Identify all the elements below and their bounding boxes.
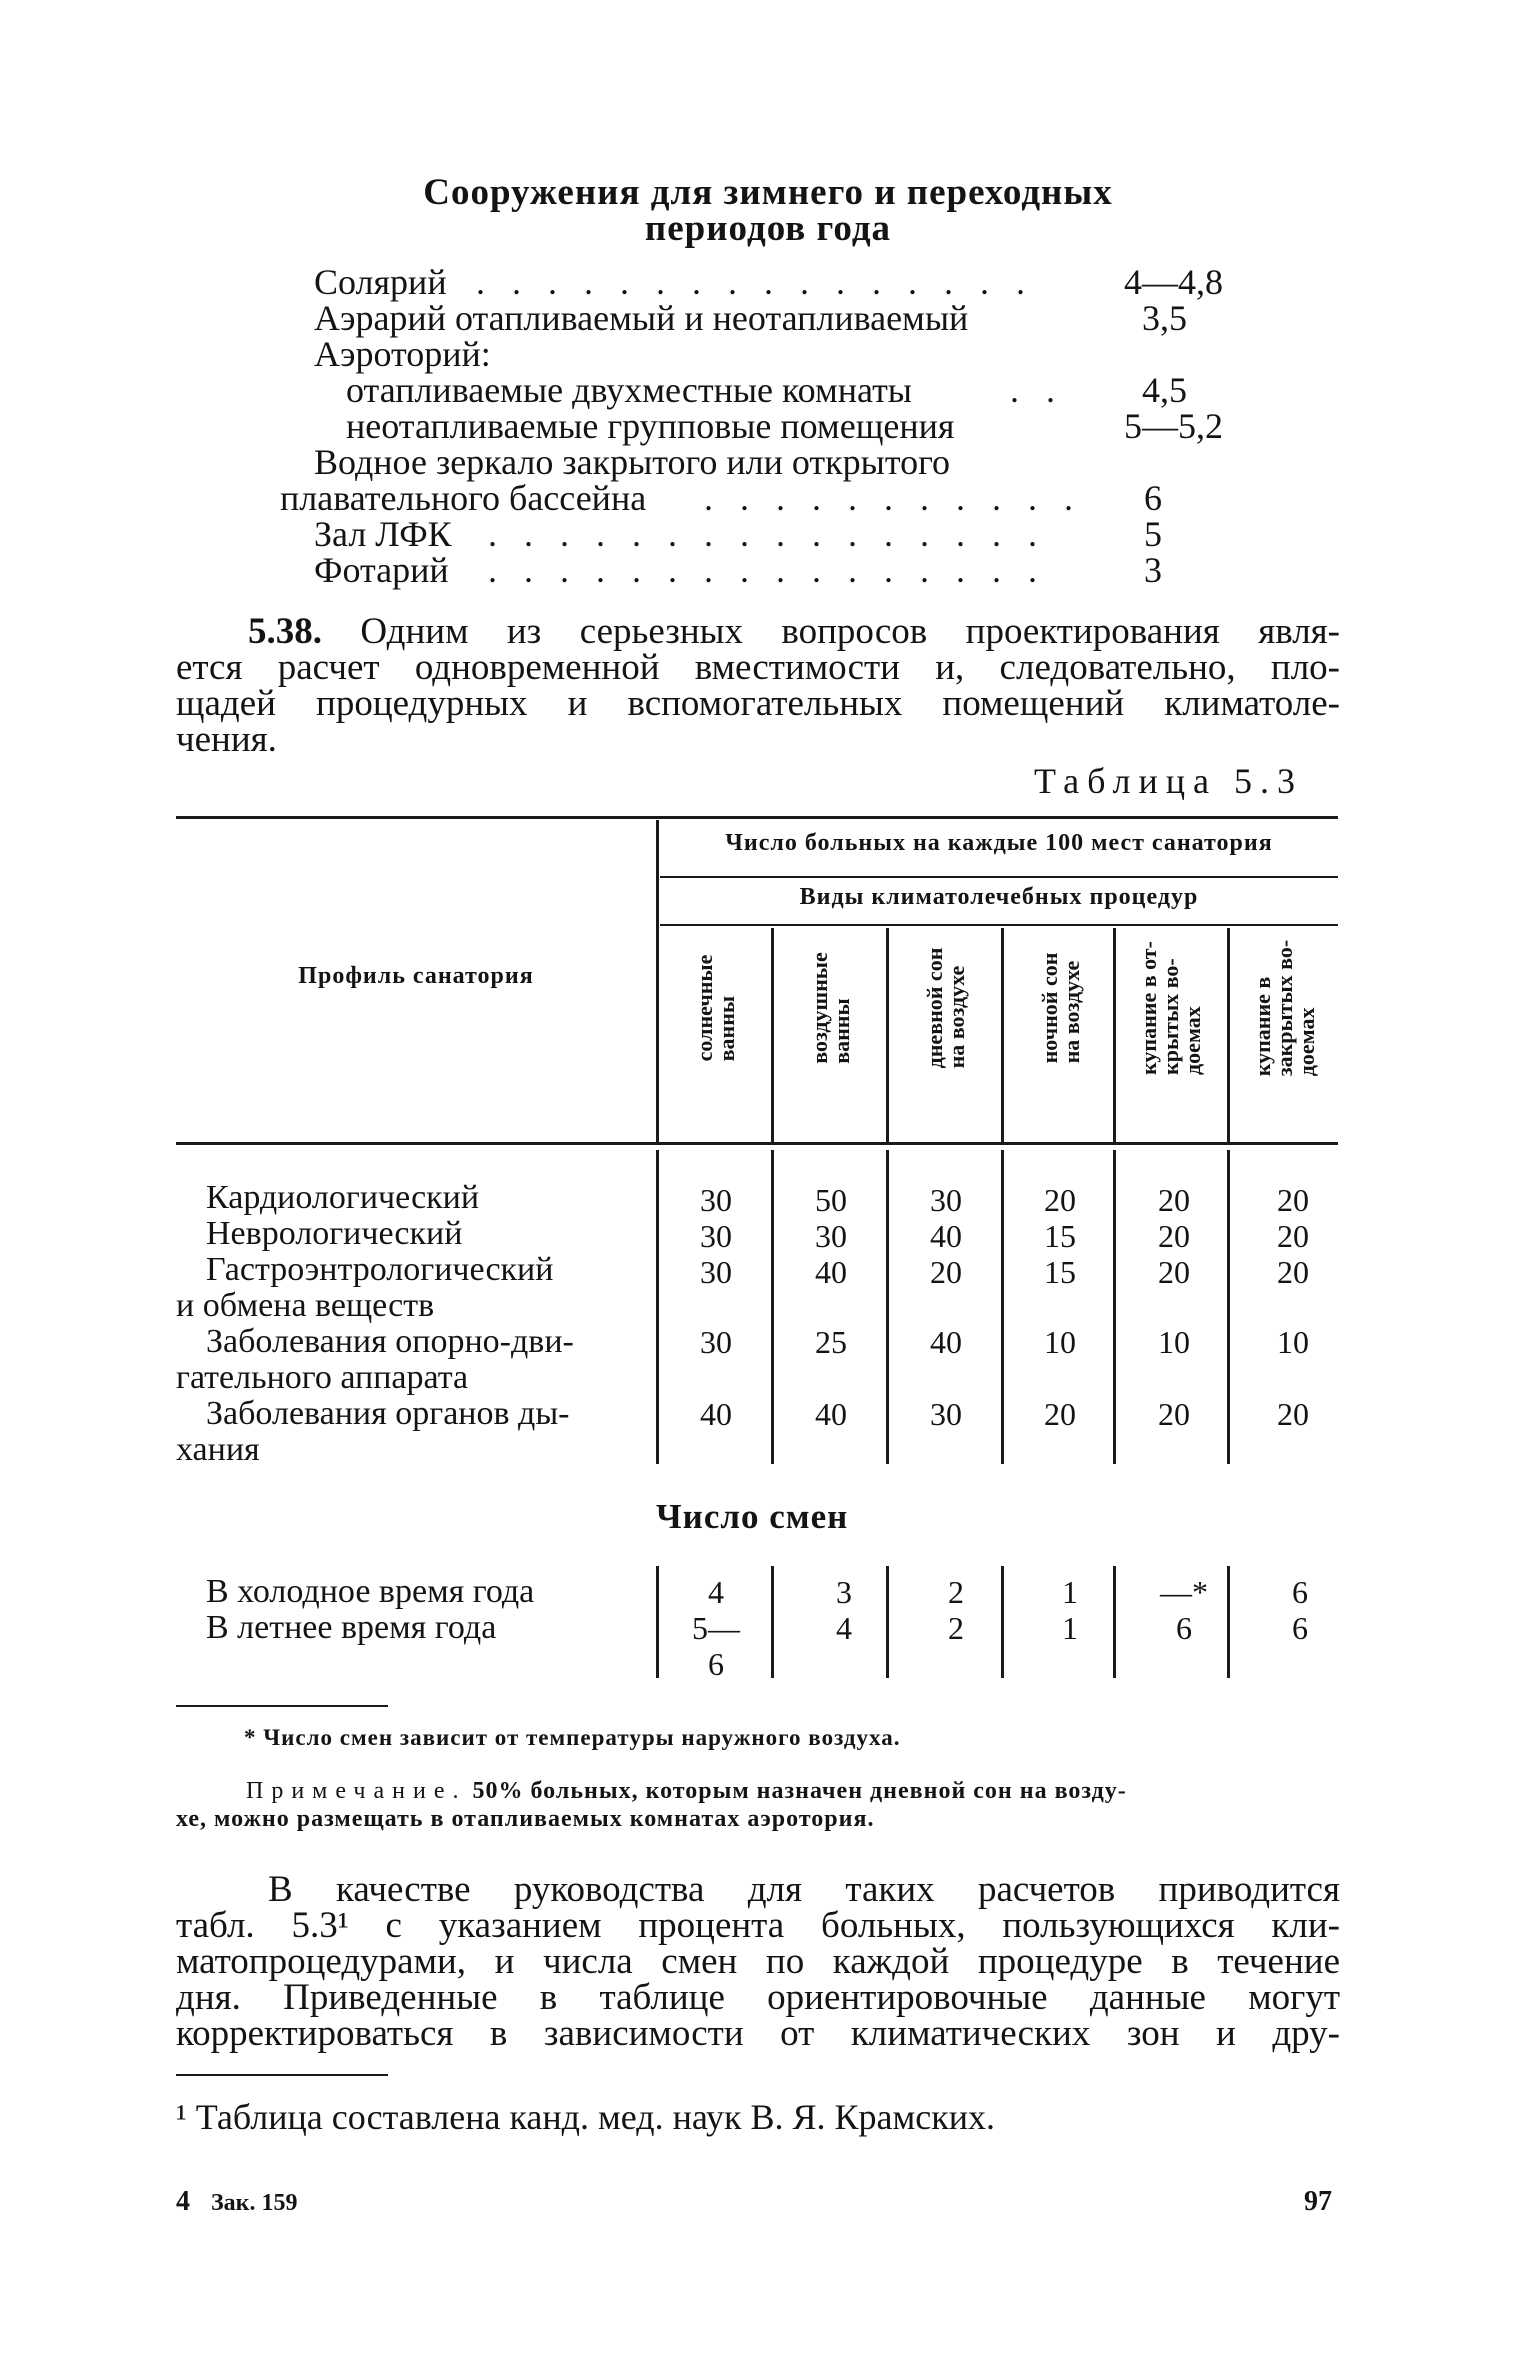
row-profile-name: Кардиологический <box>206 1179 480 1216</box>
star-footnote: * Число смен зависит от температуры наружного воздуха. <box>244 1725 901 1750</box>
row-profile-name-cont: гательного аппарата <box>176 1359 469 1396</box>
facility-label: Водное зеркало закрытого или открытого <box>314 442 950 482</box>
column-header-line: доемах <box>1294 1007 1319 1077</box>
column-header-line: солнечные <box>692 954 717 1062</box>
column-header-line: на воздухе <box>944 965 969 1069</box>
facility-dots: . . . . . . . . . . . <box>704 478 1082 518</box>
column-header <box>1006 934 1116 1082</box>
shift-cell: 6 <box>1292 1574 1308 1610</box>
facility-row <box>0 264 1536 300</box>
header-bottom-rule <box>176 1142 1338 1145</box>
table-cell: 15 <box>1044 1218 1076 1254</box>
facility-row <box>0 480 1536 516</box>
sub-header: Виды климатолечебных процедур <box>799 884 1199 910</box>
column-header-line: доемах <box>1180 1006 1205 1075</box>
table-cell: 20 <box>1044 1182 1076 1218</box>
facility-row <box>0 444 1536 480</box>
column-header <box>1116 934 1226 1082</box>
row-profile-name-cont: и обмена веществ <box>176 1287 435 1324</box>
table-cell: 10 <box>1277 1324 1309 1360</box>
table-cell: 20 <box>1277 1218 1309 1254</box>
table-cell: 50 <box>815 1182 847 1218</box>
facility-value: 5—5,2 <box>1124 406 1223 446</box>
facility-label: отапливаемые двухместные комнаты <box>346 370 912 410</box>
paragraph-5-38 <box>248 611 1341 652</box>
paragraph-line: В качестве руководства для таких расчетов приводится <box>268 1869 1340 1910</box>
table-cell: 30 <box>700 1182 732 1218</box>
table-cell: 20 <box>1158 1218 1190 1254</box>
table-cell: 10 <box>1044 1324 1076 1360</box>
section-title-line-1: Сооружения для зимнего и переходных <box>423 172 1113 213</box>
facility-label: Аэрарий отапливаемый и неотапливаемый <box>314 298 969 338</box>
table-cell: 40 <box>930 1218 962 1254</box>
column-rule <box>771 1150 774 1464</box>
footnote: ¹ Таблица составлена канд. мед. наук В. Я. Крамских. <box>176 2097 996 2137</box>
facility-row <box>0 336 1536 372</box>
facility-label: плавательного бассейна <box>280 478 647 518</box>
column-rule <box>886 928 889 1142</box>
shift-cell: —* <box>1160 1574 1208 1610</box>
column-rule <box>1227 1150 1230 1464</box>
column-header <box>776 934 886 1082</box>
facility-row <box>0 516 1536 552</box>
shift-row-name: В летнее время года <box>206 1609 497 1646</box>
facility-value: 4—4,8 <box>1124 262 1223 302</box>
paragraph-line: корректироваться в зависимости от климатических зон и дру- <box>176 2013 1340 2054</box>
paragraph-5-38-cont <box>176 647 1340 760</box>
column-header-line: купание в <box>1250 976 1275 1077</box>
top-header: Число больных на каждые 100 мест санатория <box>725 830 1273 856</box>
table-cell: 20 <box>1158 1182 1190 1218</box>
facility-dots: . . . . . . . . . . . . . . . . <box>488 514 1046 554</box>
shift-cell: 5—6 <box>692 1610 740 1682</box>
table-cell: 40 <box>815 1254 847 1290</box>
column-rule <box>886 1566 889 1678</box>
note-label: Примечание. <box>246 1778 467 1804</box>
facility-label: Фотарий <box>314 550 449 590</box>
column-header-line: закрытых во- <box>1272 939 1297 1077</box>
facility-value: 4,5 <box>1142 370 1187 410</box>
row-profile-name: Гастроэнтрологический <box>206 1251 554 1288</box>
facility-dots: . . <box>1010 370 1064 410</box>
row-profile-name: Заболевания органов ды- <box>206 1395 570 1432</box>
table-cell: 30 <box>930 1396 962 1432</box>
page-footer-left <box>176 2186 298 2218</box>
column-header-line: купание в от- <box>1136 941 1161 1075</box>
column-rule <box>886 1150 889 1464</box>
column-header-line: воздушные <box>807 952 832 1064</box>
facility-label: Солярий <box>314 262 447 302</box>
column-header-line: на воздухе <box>1059 960 1084 1064</box>
footnote-rule <box>176 2074 388 2076</box>
note-text: 50% больных, которым назначен дневной сон на возду- <box>472 1778 1127 1804</box>
table-cell: 20 <box>1158 1396 1190 1432</box>
shift-cell: 4 <box>836 1610 852 1646</box>
column-rule <box>1227 1566 1230 1678</box>
table-cell: 30 <box>700 1218 732 1254</box>
footnote-rule <box>176 1705 388 1707</box>
note-line-2: хе, можно размещать в отапливаемых комнатах аэротория. <box>176 1806 875 1832</box>
table-cell: 20 <box>1277 1182 1309 1218</box>
facility-value: 5 <box>1144 514 1162 554</box>
table-cell: 40 <box>930 1324 962 1360</box>
paragraph-line-text: Одним из серьезных вопросов проектирования явля- <box>360 611 1341 652</box>
column-rule <box>771 928 774 1142</box>
paragraph-line: ется расчет одновременной вместимости и, следовательно, пло- <box>176 647 1340 688</box>
section-title-line-2: периодов года <box>644 208 892 249</box>
table-cell: 40 <box>815 1396 847 1432</box>
facility-row <box>0 408 1536 444</box>
column-rule <box>656 1150 659 1464</box>
shift-cell: 2 <box>948 1610 964 1646</box>
column-header-line: ночной сон <box>1037 952 1062 1064</box>
column-rule <box>1001 1566 1004 1678</box>
table-cell: 10 <box>1158 1324 1190 1360</box>
paragraph-line: чения. <box>176 719 277 760</box>
table-cell: 20 <box>1277 1254 1309 1290</box>
paragraph-line: дня. Приведенные в таблице ориентировочные данные могут <box>176 1977 1340 2018</box>
table-cell: 30 <box>700 1254 732 1290</box>
row-profile-name: Заболевания опорно-дви- <box>206 1323 574 1360</box>
paragraph-number: 5.38. <box>248 611 322 652</box>
facility-dots: . . . . . . . . . . . . . . . . <box>488 550 1046 590</box>
facility-row <box>0 300 1536 336</box>
order-text: Зак. 159 <box>211 2190 298 2216</box>
facility-row <box>0 372 1536 408</box>
table-cell: 20 <box>1044 1396 1076 1432</box>
table-cell: 30 <box>700 1324 732 1360</box>
paragraph-line: табл. 5.3¹ с указанием процента больных, пользующихся кли- <box>176 1905 1340 1946</box>
profile-header: Профиль санатория <box>298 963 534 989</box>
shift-cell: 6 <box>1176 1610 1192 1646</box>
row-profile-name-cont: хания <box>176 1431 260 1468</box>
facility-label: неотапливаемые групповые помещения <box>346 406 955 446</box>
column-rule <box>1001 1150 1004 1464</box>
facility-value: 3 <box>1144 550 1162 590</box>
table-cell: 20 <box>1277 1396 1309 1432</box>
shift-cell: 1 <box>1062 1574 1078 1610</box>
table-cell: 20 <box>930 1254 962 1290</box>
facility-dots: . . . . . . . . . . . . . . . . <box>476 262 1034 302</box>
page-number: 97 <box>1304 2186 1332 2217</box>
table-cell: 15 <box>1044 1254 1076 1290</box>
column-rule <box>656 820 659 1142</box>
column-header-line: ванны <box>714 995 739 1062</box>
shift-cell: 2 <box>948 1574 964 1610</box>
table-top-rule <box>176 816 1338 819</box>
column-header-line: крытых во- <box>1158 958 1183 1075</box>
column-header <box>891 934 1001 1082</box>
column-rule <box>1113 1566 1116 1678</box>
column-header <box>1230 934 1340 1082</box>
column-header-line: ванны <box>829 998 854 1064</box>
column-rule <box>1113 1150 1116 1464</box>
paragraph-line: щадей процедурных и вспомогательных помещений климатоле- <box>176 683 1340 724</box>
shift-row-name: В холодное время года <box>206 1573 535 1610</box>
table-cell: 40 <box>700 1396 732 1432</box>
facility-row <box>0 552 1536 588</box>
column-rule <box>656 1566 659 1678</box>
paragraph-2 <box>176 1905 1340 2054</box>
shift-cell: 6 <box>1292 1610 1308 1646</box>
paragraph-line: матопроцедурами, и числа смен по каждой процедуре в течение <box>176 1941 1340 1982</box>
facility-label: Зал ЛФК <box>314 514 452 554</box>
table-caption: Таблица 5.3 <box>1034 761 1303 801</box>
column-rule <box>771 1566 774 1678</box>
note-line-1 <box>246 1778 1336 1805</box>
facility-value: 6 <box>1144 478 1162 518</box>
header-rule <box>660 924 1338 926</box>
shifts-title: Число смен <box>656 1497 849 1536</box>
table-cell: 20 <box>1158 1254 1190 1290</box>
header-rule <box>660 876 1338 878</box>
facility-label: Аэроторий: <box>314 334 491 374</box>
shift-cell: 1 <box>1062 1610 1078 1646</box>
row-profile-name: Неврологический <box>206 1215 463 1252</box>
table-cell: 30 <box>815 1218 847 1254</box>
column-header <box>661 934 771 1082</box>
signature-number: 4 <box>176 2186 190 2217</box>
shift-cell: 3 <box>836 1574 852 1610</box>
column-header-line: дневной сон <box>922 947 947 1069</box>
column-rule <box>1001 928 1004 1142</box>
shift-cell: 4 <box>708 1574 724 1610</box>
table-cell: 30 <box>930 1182 962 1218</box>
facility-value: 3,5 <box>1142 298 1187 338</box>
paragraph-line <box>248 611 1341 652</box>
paragraph-2-first <box>268 1869 1340 1910</box>
table-cell: 25 <box>815 1324 847 1360</box>
